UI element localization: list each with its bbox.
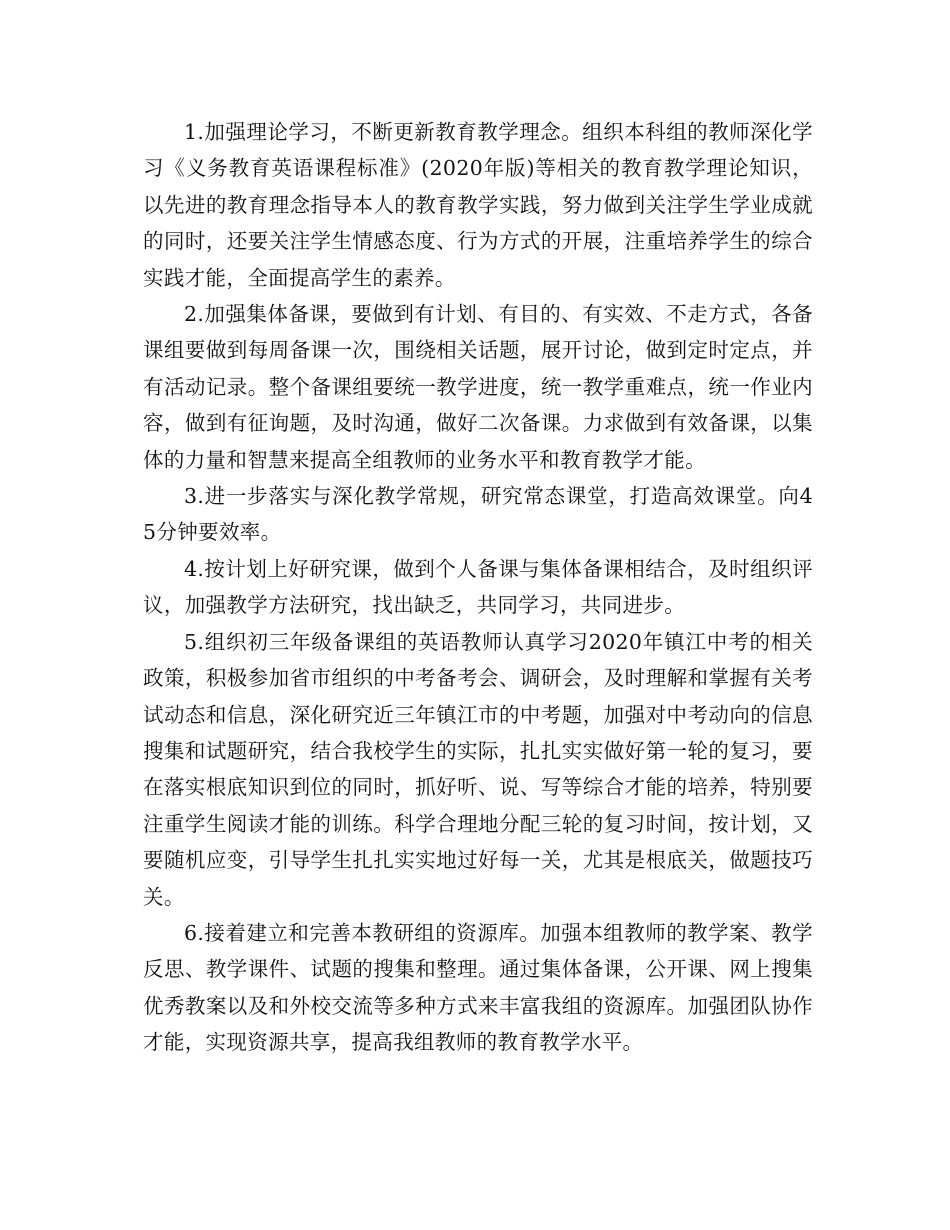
paragraph-3: 3.进一步落实与深化教学常规，研究常态课堂，打造高效课堂。向45分钟要效率。: [143, 484, 813, 545]
paragraph-4: 4.按计划上好研究课，做到个人备课与集体备课相结合，及时组织评议，加强教学方法研究，找出缺乏，共同学习，共同进步。: [143, 556, 813, 618]
paragraph-2: 2.加强集体备课，要做到有计划、有目的、有实效、不走方式，各备课组要做到每周备课一次，围绕相关话题，展开讨论，做到定时定点，并有活动记录。整个备课组要统一教学进度，统一教学重难点，统一作业内容，做到有征询题，及时沟通，做好二次备课。力求做到有效备课，以集体的力量和智慧来提高全组教师的业务水平和教育教学才能。: [143, 302, 813, 472]
paragraph-5: 5.组织初三年级备课组的英语教师认真学习2020年镇江中考的相关政策，积极参加省市组织的中考备考会、调研会，及时理解和掌握有关考试动态和信息，深化研究近三年镇江市的中考题，加强对中考动向的信息搜集和试题研究，结合我校学生的实际，扎扎实实做好第一轮的复习，要在落实根底知识到位的同时，抓好听、说、写等综合才能的培养，特别要注重学生阅读才能的训练。科学合理地分配三轮的复习时间，按计划，又要随机应变，引导学生扎扎实实地过好每一关，尤其是根底关，做题技巧关。: [143, 629, 813, 909]
document-body: [143, 114, 813, 1061]
paragraph-6: 6.接着建立和完善本教研组的资源库。加强本组教师的教学案、教学反思、教学课件、试题的搜集和整理。通过集体备课，公开课、网上搜集优秀教案以及和外校交流等多种方式来丰富我组的资源库。加强团队协作才能，实现资源共享，提高我组教师的教育教学水平。: [143, 920, 813, 1055]
paragraph-1: 1.加强理论学习，不断更新教育教学理念。组织本科组的教师深化学习《义务教育英语课程标准》(2020年版)等相关的教育教学理论知识，以先进的教育理念指导本人的教育教学实践，努力做到关注学生学业成就的同时，还要关注学生情感态度、行为方式的开展，注重培养学生的综合实践才能，全面提高学生的素养。: [143, 120, 813, 290]
